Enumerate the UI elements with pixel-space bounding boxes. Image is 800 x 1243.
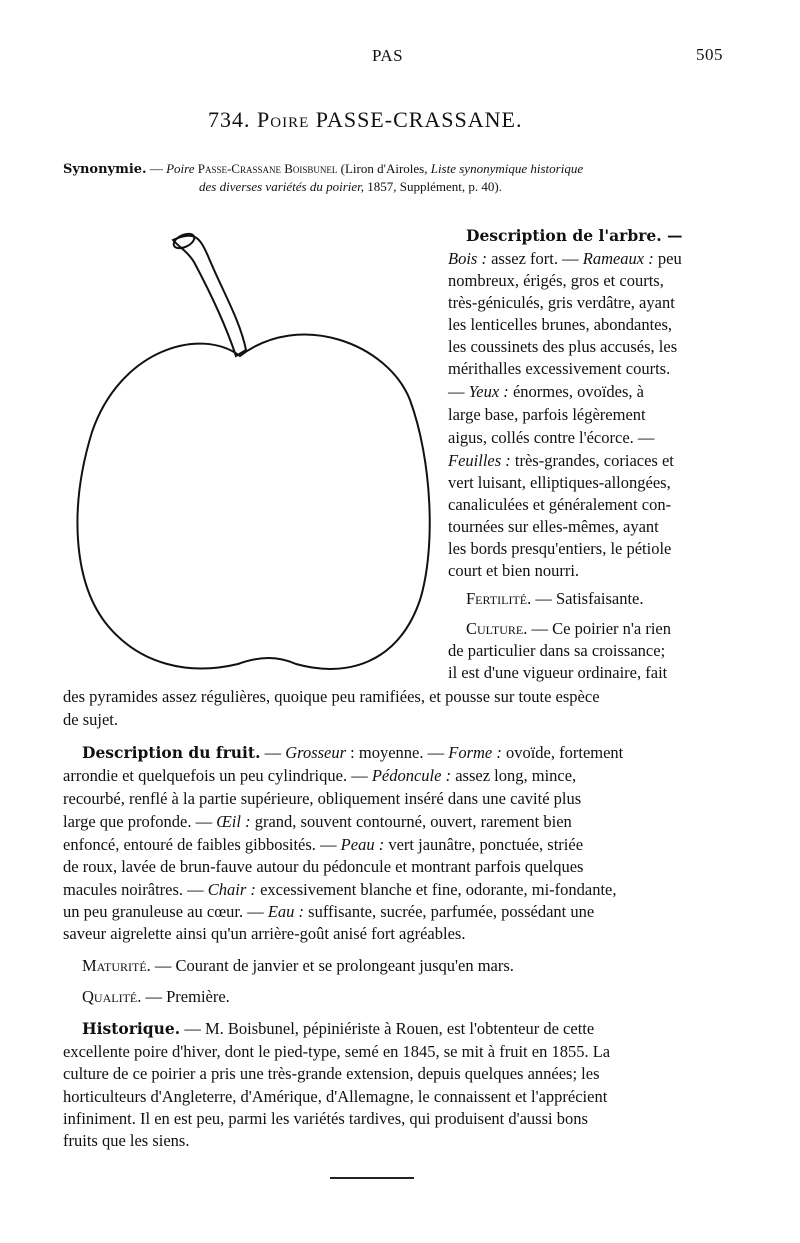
- arbre-text: énormes, ovoïdes, à: [508, 382, 644, 401]
- pear-stem-tip: [171, 231, 196, 251]
- arbre-line: [448, 450, 674, 472]
- synonymie-text-a: Poire: [166, 161, 195, 176]
- historique-line-5: infiniment. Il en est peu, parmi les variétés tardives, qui produisent d'aussi bons: [63, 1109, 588, 1128]
- historique-line-2: excellente poire d'hiver, dont le pied-type, semé en 1845, se mit à fruit en 1855. La: [63, 1042, 611, 1061]
- arbre-line: [448, 538, 671, 560]
- maturite-label: Maturité.: [82, 956, 151, 975]
- fruit-line: [63, 856, 583, 878]
- fruit-text: saveur aigrelette ainsi qu'un arrière-goût anisé fort agréables.: [63, 924, 466, 943]
- historique-text-1: — M. Boisbunel, pépiniériste à Rouen, est l'obtenteur de cette: [180, 1019, 595, 1038]
- pear-body-outline: [77, 335, 429, 669]
- entry-number: 734.: [208, 107, 251, 132]
- fruit-text: recourbé, renflé à la partie supérieure, obliquement inséré dans une cavité plus: [63, 789, 582, 808]
- fruit-text: grand, souvent contourné, ouvert, rarement bien: [250, 812, 572, 831]
- running-title: PAS: [372, 46, 404, 65]
- culture-line-2: de particulier dans sa croissance;: [448, 641, 666, 660]
- fruit-text: enfoncé, entouré de faibles gibbosités. —: [63, 835, 341, 854]
- fruit-line: [63, 811, 572, 833]
- pear-stem: [173, 236, 246, 356]
- culture-line-4: des pyramides assez régulières, quoique peu ramifiées, et pousse sur toute espèce: [63, 687, 600, 706]
- arbre-text: nombreux, érigés, gros et courts,: [448, 271, 664, 290]
- historique-line-1: [82, 1018, 594, 1040]
- qualite-label: Qualité.: [82, 987, 142, 1006]
- fruit-heading: Description du fruit.: [82, 743, 261, 762]
- fruit-line: [63, 879, 617, 901]
- synonymie-line-1: [63, 161, 583, 177]
- culture-line-5: de sujet.: [63, 710, 118, 729]
- fruit-text: suffisante, sucrée, parfumée, possédant une: [304, 902, 595, 921]
- arbre-line: [448, 270, 664, 292]
- page-number: 505: [696, 45, 723, 64]
- fertilite-label: Fertilité.: [466, 589, 532, 608]
- fruit-term: Œil :: [216, 812, 251, 831]
- entry-kind: Poire: [257, 107, 310, 132]
- arbre-term: Yeux :: [468, 382, 509, 401]
- arbre-line: [448, 427, 654, 449]
- fruit-text: : moyenne. —: [346, 743, 449, 762]
- fruit-term: Chair :: [207, 880, 256, 899]
- historique-line-6: fruits que les siens.: [63, 1131, 190, 1150]
- maturite-text: — Courant de janvier et se prolongeant jusqu'en mars.: [150, 956, 514, 975]
- arbre-text: les bords presqu'entiers, le pétiole: [448, 539, 672, 558]
- fruit-text: large que profonde. —: [63, 812, 217, 831]
- synonymie-text-b: Passe-Crassane Boisbunel: [197, 161, 338, 176]
- arbre-term: Bois :: [448, 249, 487, 268]
- arbre-heading: Description de l'arbre. —: [466, 226, 683, 245]
- arbre-text: tournées sur elles-mêmes, ayant: [448, 517, 659, 536]
- maturite-line: [82, 955, 514, 977]
- culture-label: Culture.: [466, 619, 528, 638]
- arbre-text: très-grandes, coriaces et: [510, 451, 674, 470]
- fruit-text: ovoïde, fortement: [501, 743, 624, 762]
- fruit-line: [63, 923, 465, 945]
- historique-line-4: horticulteurs d'Angleterre, d'Amérique, d'Allemagne, le connaissent et l'apprécient: [63, 1087, 608, 1106]
- arbre-line: [448, 516, 659, 538]
- closing-rule: [330, 1177, 414, 1179]
- fruit-term: Eau :: [267, 902, 305, 921]
- arbre-text: très-géniculés, gris verdâtre, ayant: [448, 293, 675, 312]
- historique-line-3: culture de ce poirier a pris une très-grande extension, depuis quelques années; les: [63, 1064, 600, 1083]
- arbre-text: les lenticelles brunes, abondantes,: [448, 315, 673, 334]
- fruit-text: —: [260, 743, 286, 762]
- fruit-text: assez long, mince,: [451, 766, 577, 785]
- arbre-line: [448, 472, 671, 494]
- arbre-text: aigus, collés contre l'écorce. —: [448, 428, 655, 447]
- arbre-line: [448, 314, 672, 336]
- fruit-text: un peu granuleuse au cœur. —: [63, 902, 268, 921]
- fruit-text: arrondie et quelquefois un peu cylindrique. —: [63, 766, 372, 785]
- arbre-line: [448, 560, 579, 582]
- fruit-text: vert jaunâtre, ponctuée, striée: [384, 835, 584, 854]
- arbre-text: peu: [653, 249, 682, 268]
- historique-label: Historique.: [82, 1019, 181, 1038]
- fruit-term: Forme :: [448, 743, 502, 762]
- arbre-line: [448, 248, 682, 270]
- fruit-line: [82, 742, 623, 764]
- synonymie-text-d: Liste synonymique historique: [430, 161, 584, 176]
- qualite-line: [82, 986, 230, 1008]
- fruit-text: de roux, lavée de brun-fauve autour du pédoncule et montrant parfois quelques: [63, 857, 584, 876]
- culture-text-1: — Ce poirier n'a rien: [527, 619, 671, 638]
- entry-name: PASSE-CRASSANE.: [315, 107, 523, 132]
- arbre-text: mérithalles excessivement courts.: [448, 359, 671, 378]
- fruit-term: Pédoncule :: [371, 766, 452, 785]
- fruit-line: [63, 834, 583, 856]
- fruit-term: Peau :: [340, 835, 385, 854]
- arbre-text: les coussinets des plus accusés, les: [448, 337, 678, 356]
- fruit-text: excessivement blanche et fine, odorante, mi-fondante,: [255, 880, 617, 899]
- synonymie-dash: —: [149, 161, 163, 176]
- arbre-line: [448, 381, 644, 403]
- synonymie-text-f: 1857, Supplément, p. 40).: [367, 179, 502, 194]
- arbre-text: large base, parfois légèrement: [448, 405, 646, 424]
- arbre-text: court et bien nourri.: [448, 561, 580, 580]
- arbre-text: —: [448, 382, 469, 401]
- arbre-text: vert luisant, elliptiques-allongées,: [448, 473, 671, 492]
- fertilite-line: [466, 588, 644, 610]
- culture-line-1: [466, 618, 671, 640]
- entry-title: [208, 107, 523, 133]
- fruit-line: [63, 901, 594, 923]
- synonymie-label: Synonymie.: [63, 162, 147, 177]
- fruit-text: macules noirâtres. —: [63, 880, 208, 899]
- arbre-line: [448, 358, 670, 380]
- arbre-term: Rameaux :: [582, 249, 654, 268]
- fruit-line: [63, 765, 576, 787]
- fertilite-text: — Satisfaisante.: [531, 589, 644, 608]
- culture-line-3: il est d'une vigueur ordinaire, fait: [448, 663, 668, 682]
- arbre-term: Feuilles :: [448, 451, 511, 470]
- arbre-text: assez fort. —: [486, 249, 583, 268]
- fruit-line: [63, 788, 581, 810]
- synonymie-text-e: des diverses variétés du poirier,: [199, 179, 365, 194]
- fruit-term: Grosseur: [285, 743, 347, 762]
- arbre-line: [448, 292, 675, 314]
- arbre-line: [448, 336, 677, 358]
- arbre-line: [448, 494, 671, 516]
- synonymie-line-2: [199, 179, 502, 195]
- arbre-line: [448, 404, 646, 426]
- qualite-text: — Première.: [141, 987, 230, 1006]
- arbre-text: canaliculées et généralement con-: [448, 495, 672, 514]
- synonymie-text-c: (Liron d'Airoles,: [340, 161, 428, 176]
